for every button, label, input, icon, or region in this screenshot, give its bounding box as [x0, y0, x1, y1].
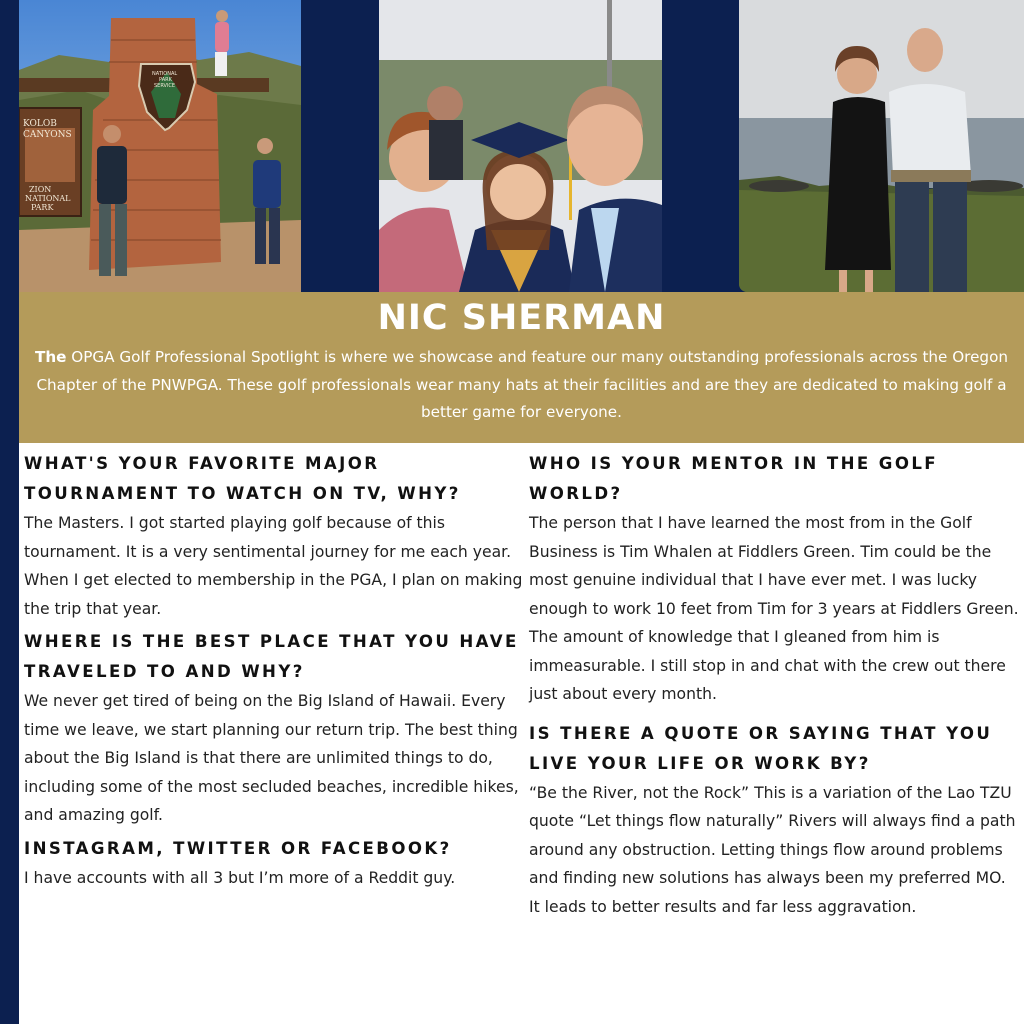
photo-zion-illustration: [19, 0, 301, 292]
qa-column-left: [24, 449, 524, 896]
photo-zion-sign: [19, 0, 301, 292]
sign-text-zion: ZION: [29, 185, 52, 194]
photo-graduation-illustration: [379, 0, 662, 292]
intro-text: OPGA Golf Professional Spotlight is where we showcase and feature our many outstanding professionals across the Oregon Chapter of the PNWPGA. These golf professionals wear many hats at their facilities and are they are dedicated to making golf a better game for everyone.: [36, 348, 1008, 421]
intro-bold-lead: The: [34, 348, 67, 366]
qa-mentor: [529, 449, 1021, 709]
spotlight-intro: [33, 344, 1010, 427]
question-heading: WHO IS YOUR MENTOR IN THE GOLF WORLD?: [529, 454, 939, 503]
badge-text-service: SERVICE: [154, 83, 176, 89]
answer-text: “Be the River, not the Rock” This is a variation of the Lao TZU quote “Let things flow naturally” Rivers will always find a path around any obstruction. Letting things flow around problems and finding new solutions has always been my preferred MO. It leads to better results and far less aggravation.: [529, 783, 1016, 916]
question-heading: WHERE IS THE BEST PLACE THAT YOU HAVE TRAVELED TO AND WHY?: [24, 632, 519, 681]
answer-text: I have accounts with all 3 but I’m more of a Reddit guy.: [24, 868, 456, 887]
qa-favorite-major: [24, 449, 524, 623]
qa-social-media: [24, 834, 524, 893]
sign-text-kolob: KOLOB: [23, 119, 57, 129]
qa-best-place: [24, 627, 524, 830]
question-heading: INSTAGRAM, TWITTER OR FACEBOOK?: [24, 838, 452, 858]
sign-text-canyons: CANYONS: [23, 130, 72, 140]
answer-text: The person that I have learned the most from in the Golf Business is Tim Whalen at Fiddlers Green. Tim could be the most genuine individual that I have ever met. I was lucky enough to work 10 feet from Tim for 3 years at Fiddlers Green. The amount of knowledge that I gleaned from him is immeasurable. I still stop in and chat with the crew out there just about every month.: [529, 514, 1019, 703]
qa-life-quote: [529, 719, 1021, 922]
sign-text-national: NATIONAL: [25, 194, 71, 203]
badge-text-national: NATIONAL: [152, 71, 178, 77]
spotlight-banner: [19, 292, 1024, 443]
photo-graduation: [379, 0, 662, 292]
sign-text-park: PARK: [31, 203, 54, 212]
qa-column-right: [529, 449, 1021, 925]
question-heading: WHAT'S YOUR FAVORITE MAJOR TOURNAMENT TO WATCH ON TV, WHY?: [24, 454, 461, 503]
badge-text-park: PARK: [159, 77, 172, 83]
pro-name-title: NIC SHERMAN: [377, 298, 666, 338]
left-accent-bar: [0, 0, 19, 1024]
answer-text: The Masters. I got started playing golf because of this tournament. It is a very sentimental journey for me each year. When I get elected to membership in the PGA, I plan on making the trip that year.: [24, 514, 523, 618]
photo-coast-couple: [739, 0, 1024, 292]
answer-text: We never get tired of being on the Big Island of Hawaii. Every time we leave, we start planning our return trip. The best thing about the Big Island is that there are unlimited things to do, including some of the most secluded beaches, incredible hikes, and amazing golf.: [24, 692, 519, 824]
photo-coast-illustration: [739, 0, 1024, 292]
question-heading: IS THERE A QUOTE OR SAYING THAT YOU LIVE YOUR LIFE OR WORK BY?: [529, 723, 993, 773]
